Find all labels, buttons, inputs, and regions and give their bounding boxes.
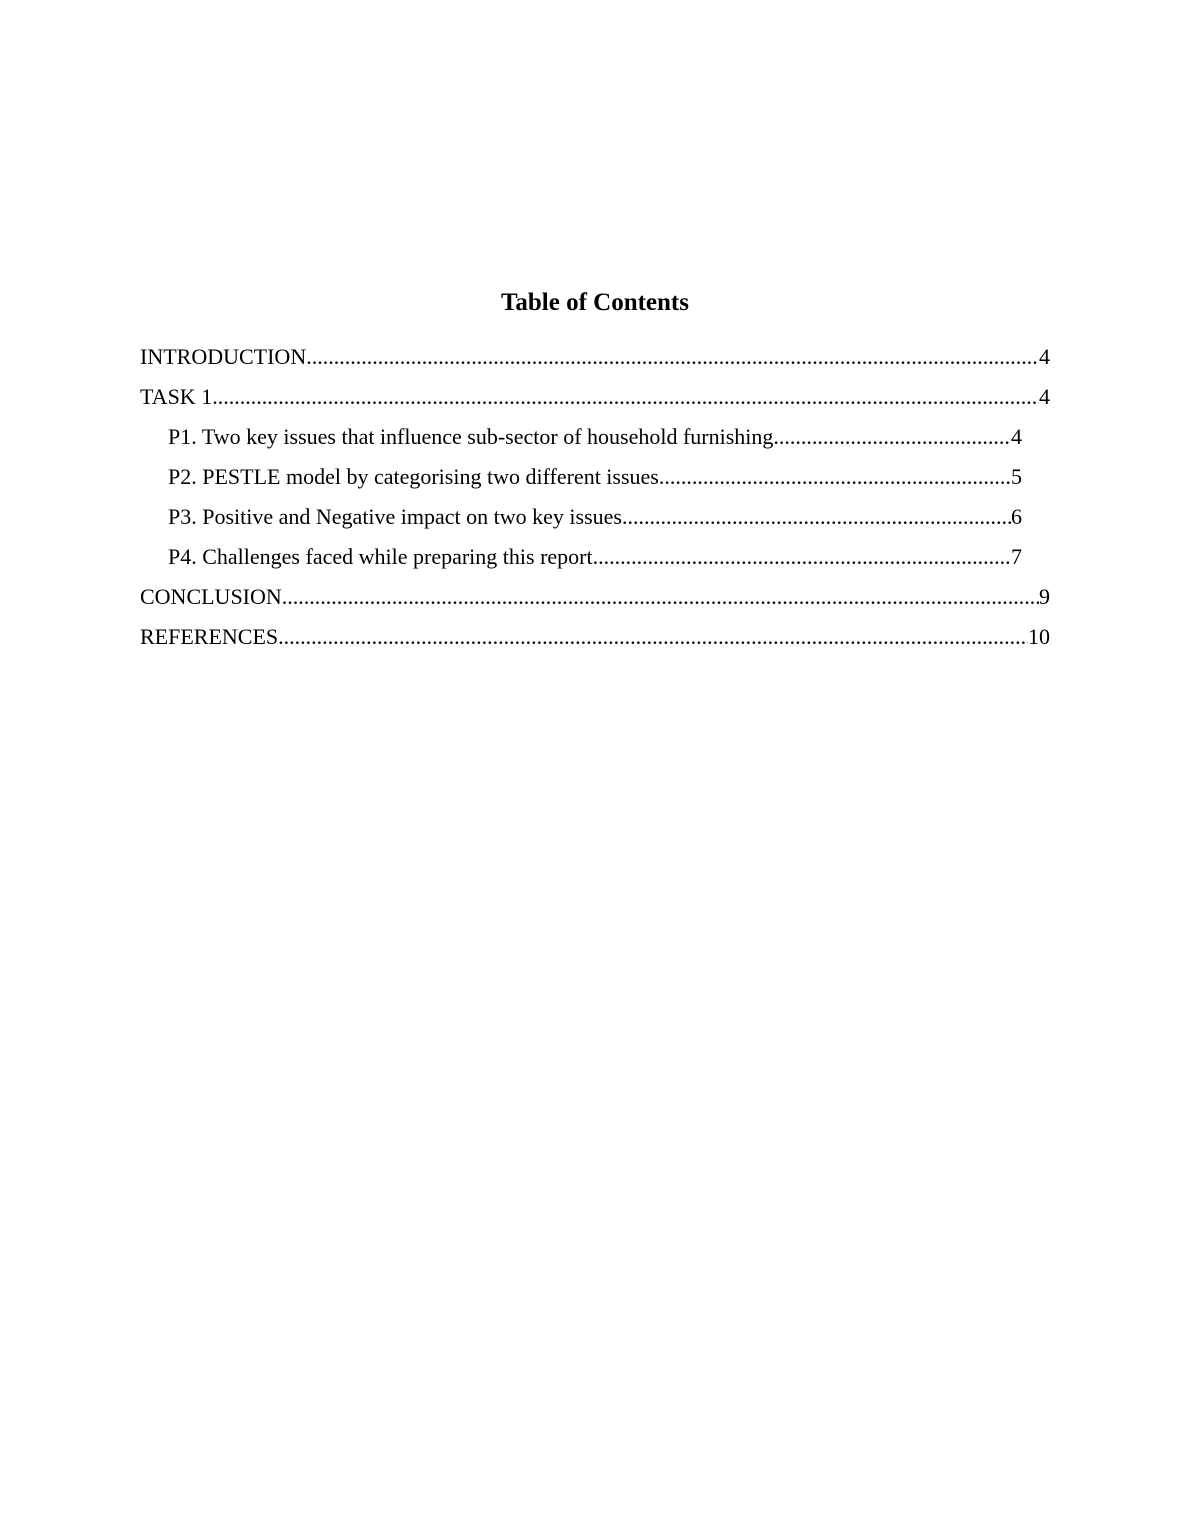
toc-entry-references	[140, 624, 1050, 650]
toc-entry-task-1	[140, 384, 1050, 410]
toc-entry-p1	[140, 424, 1050, 450]
toc-entry-label: P2. PESTLE model by categorising two different issues	[168, 464, 659, 489]
toc-dot-leader	[282, 584, 1039, 610]
toc-dot-leader	[306, 344, 1039, 370]
toc-entry-page-number: 7	[1011, 544, 1022, 569]
toc-entry-page-number: 4	[1039, 344, 1050, 369]
table-of-contents	[140, 344, 1050, 650]
toc-entry-page-number: 10	[1028, 624, 1050, 649]
toc-entry-label: REFERENCES	[140, 624, 279, 649]
toc-entry-p3	[140, 504, 1050, 530]
toc-entry-label: TASK 1	[140, 384, 213, 409]
toc-title: Table of Contents	[501, 289, 689, 316]
toc-entry-page-number: 4	[1039, 384, 1050, 409]
toc-dot-leader	[593, 544, 1011, 570]
toc-dot-leader	[278, 624, 1028, 650]
toc-entry-label: INTRODUCTION	[140, 344, 307, 369]
toc-entry-p2	[140, 464, 1050, 490]
toc-entry-p4	[140, 544, 1050, 570]
toc-entry-label: P1. Two key issues that influence sub-sector of household furnishing	[168, 424, 774, 449]
toc-dot-leader	[212, 384, 1039, 410]
toc-entry-page-number: 5	[1011, 464, 1022, 489]
toc-entry-page-number: 4	[1011, 424, 1022, 449]
toc-entry-introduction	[140, 344, 1050, 370]
toc-dot-leader	[622, 504, 1011, 530]
toc-entry-label: P4. Challenges faced while preparing this report	[168, 544, 593, 569]
toc-entry-conclusion	[140, 584, 1050, 610]
toc-entry-label: CONCLUSION	[140, 584, 282, 609]
toc-entry-page-number: 6	[1011, 504, 1022, 529]
toc-dot-leader	[659, 464, 1011, 490]
toc-entry-label: P3. Positive and Negative impact on two key issues	[168, 504, 622, 529]
toc-dot-leader	[773, 424, 1011, 450]
toc-entry-page-number: 9	[1039, 584, 1050, 609]
